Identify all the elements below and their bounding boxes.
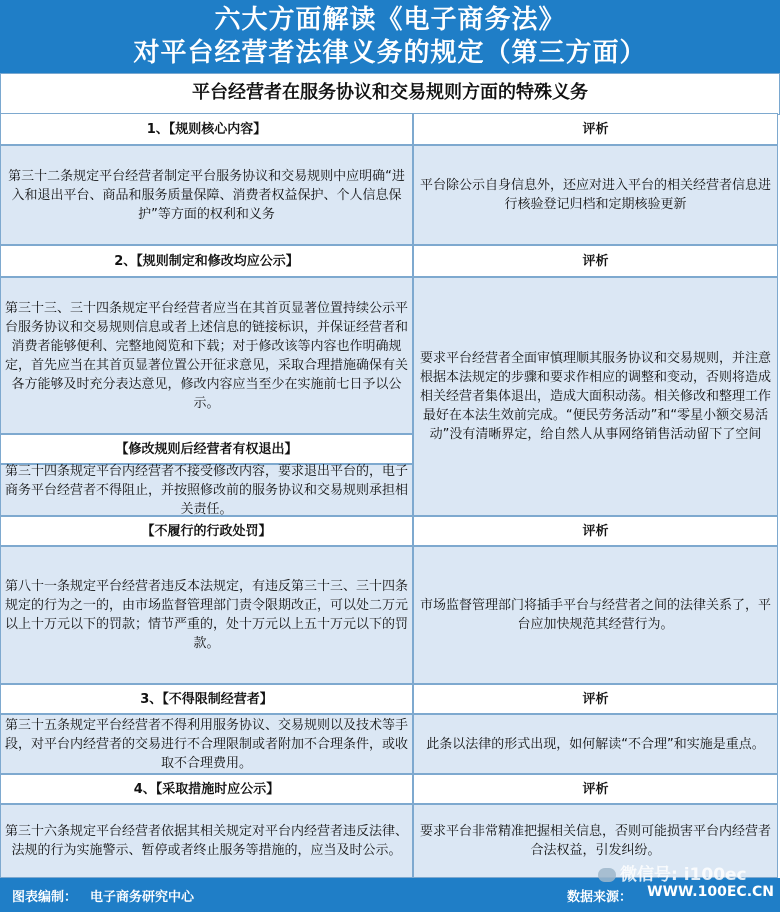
section-4-heading: 4、【采取措施时应公示】 (0, 774, 413, 804)
section-1-analysis: 平台除公示自身信息外，还应对进入平台的相关经营者信息进行核验登记归档和定期核验更新 (413, 145, 778, 245)
section-4-analysis-label: 评析 (413, 774, 778, 804)
section-2-analysis: 要求平台经营者全面审慎理顺其服务协议和交易规则，并注意根据本法规定的步骤和要求作相应的调整和变动，否则将造成相关经营者集体退出，造成大面积动荡。相关修改和整理工作最好在本法生效前完成。“便民劳务活动”和“零星小额交易活动”没有清晰界定，给自然人从事网络销售活动留下了空间 (413, 277, 778, 516)
footer-right-label: 数据来源： (566, 890, 632, 905)
section-1-content: 第三十二条规定平台经营者制定平台服务协议和交易规则中应明确“进入和退出平台、商品和服务质量保障、消费者权益保护、个人信息保护”等方面的权利和义务 (0, 145, 413, 245)
page-header (0, 0, 780, 73)
section-2-content: 第三十三、三十四条规定平台经营者应当在其首页显著位置持续公示平台服务协议和交易规则信息或者上述信息的链接标识，并保证经营者和消费者能够便利、完整地阅览和下载；对于修改该等内容也作明确规定，首先应当在其首页显著位置公开征求意见，采取合理措施确保有关各方能够及时充分表达意见，修改内容应当至少在实施前七日予以公示。 (0, 277, 413, 434)
penalty-analysis: 市场监督管理部门将插手平台与经营者之间的法律关系了，平台应加快规范其经营行为。 (413, 546, 778, 684)
section-1-analysis-label: 评析 (413, 113, 778, 145)
section-2-sub-heading: 【修改规则后经营者有权退出】 (0, 434, 413, 464)
penalty-analysis-label: 评析 (413, 516, 778, 546)
watermark-text: 微信号: i100ec (620, 865, 747, 885)
section-3-analysis: 此条以法律的形式出现，如何解读“不合理”和实施是重点。 (413, 714, 778, 774)
penalty-heading: 【不履行的行政处罚】 (0, 516, 413, 546)
section-2-sub-content: 第三十四条规定平台内经营者不接受修改内容，要求退出平台的，电子商务平台经营者不得阻止，并按照修改前的服务协议和交易规则承担相关责任。 (0, 464, 413, 516)
watermark (598, 860, 747, 885)
footer-left-label: 图表编制： (12, 890, 78, 905)
subtitle: 平台经营者在服务协议和交易规则方面的特殊义务 (0, 73, 780, 115)
wechat-icon (598, 868, 616, 882)
footer-left-value: 电子商务研究中心 (90, 890, 195, 905)
section-1-heading: 1、【规则核心内容】 (0, 113, 413, 145)
footer-right-value: WWW.100EC.CN (647, 884, 774, 900)
title-line-2: 对平台经营者法律义务的规定（第三方面） (133, 38, 647, 68)
section-3-content: 第三十五条规定平台经营者不得利用服务协议、交易规则以及技术等手段，对平台内经营者的交易进行不合理限制或者附加不合理条件，或收取不合理费用。 (0, 714, 413, 774)
title-line-1: 六大方面解读《电子商务法》 (214, 5, 566, 35)
section-2-analysis-label: 评析 (413, 245, 778, 277)
section-3-analysis-label: 评析 (413, 684, 778, 714)
penalty-content: 第八十一条规定平台经营者违反本法规定，有违反第三十三、三十四条规定的行为之一的，由市场监督管理部门责令限期改正，可以处二万元以上十万元以下的罚款；情节严重的，处十万元以上五十万元以下的罚款。 (0, 546, 413, 684)
section-4-analysis: 要求平台非常精准把握相关信息，否则可能损害平台内经营者合法权益，引发纠纷。 (413, 804, 778, 878)
section-2-heading: 2、【规则制定和修改均应公示】 (0, 245, 413, 277)
section-3-heading: 3、【不得限制经营者】 (0, 684, 413, 714)
section-4-content: 第三十六条规定平台经营者依据其相关规定对平台内经营者违反法律、法规的行为实施警示、暂停或者终止服务等措施的，应当及时公示。 (0, 804, 413, 878)
